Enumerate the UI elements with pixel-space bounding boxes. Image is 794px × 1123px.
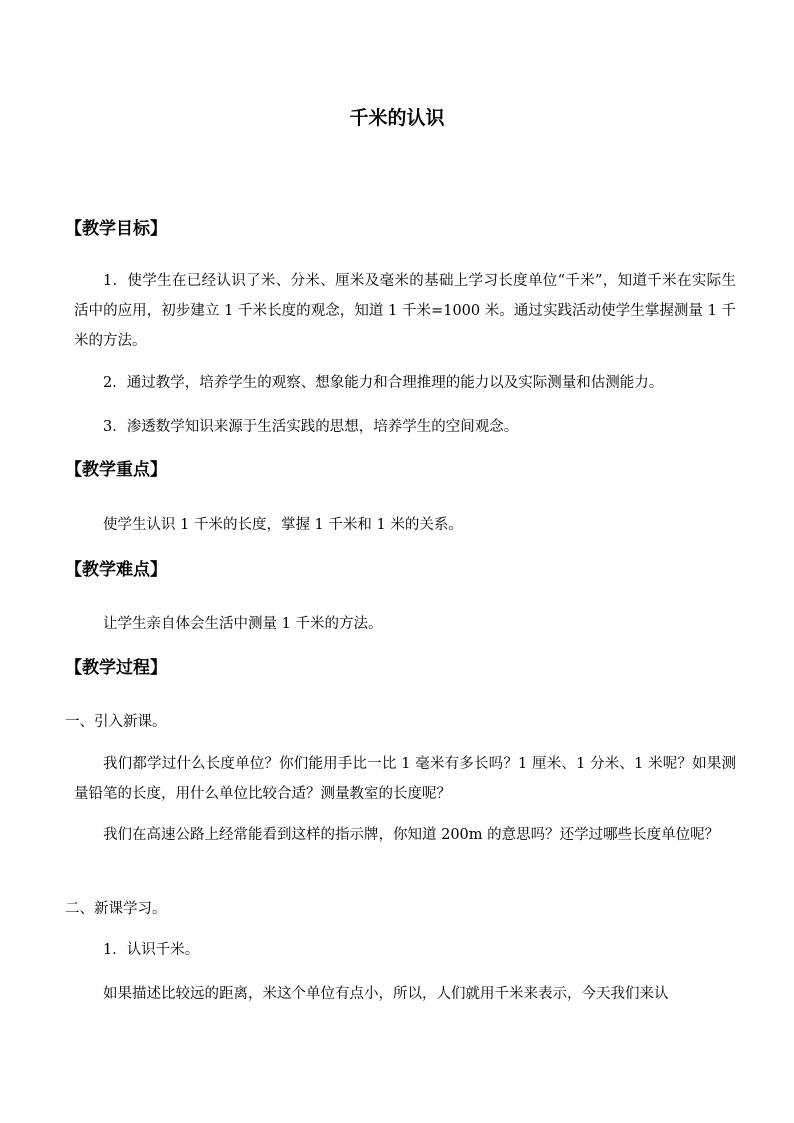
heading-difficulties: 【教学难点】	[65, 560, 167, 580]
heading-teaching-process: 【教学过程】	[65, 658, 167, 678]
step1-paragraph-2: 我们在高速公路上经常能看到这样的指示牌，你知道 200m 的意思吗？还学过哪些长度单位呢？	[103, 827, 720, 843]
goal-item-3: 3．渗透数学知识来源于生活实践的思想，培养学生的空间观念。	[103, 419, 519, 435]
goal-item-2: 2．通过教学，培养学生的观察、想象能力和合理推理的能力以及实际测量和估测能力。	[103, 375, 664, 391]
heading-key-points: 【教学重点】	[65, 460, 167, 480]
step2-title: 二、新课学习。	[65, 901, 167, 917]
key-points-text: 使学生认识 1 千米的长度，掌握 1 千米和 1 米的关系。	[103, 517, 463, 533]
goal-item-1: 1．使学生在已经认识了米、分米、厘米及毫米的基础上学习长度单位“千米”，知道千米在实际生活中的应用，初步建立 1 千米长度的观念，知道 1 千米=1000 米。通过实践活动使学生掌握测量 1 千米的方法。	[74, 273, 736, 349]
step1-title: 一、引入新课。	[65, 714, 167, 730]
heading-teaching-goals: 【教学目标】	[65, 219, 167, 239]
step1-paragraph-1: 我们都学过什么长度单位？你们能用手比一比 1 毫米有多长吗？1 厘米、1 分米、1 米呢？如果测量铅笔的长度，用什么单位比较合适？测量教室的长度呢？	[74, 756, 736, 802]
step2-paragraph-1: 如果描述比较远的距离，米这个单位有点小，所以，人们就用千米来表示，今天我们来认	[103, 986, 669, 1002]
step2-subtitle-1: 1．认识千米。	[103, 942, 200, 958]
difficulties-text: 让学生亲自体会生活中测量 1 千米的方法。	[103, 616, 383, 632]
page-title: 千米的认识	[349, 107, 445, 129]
